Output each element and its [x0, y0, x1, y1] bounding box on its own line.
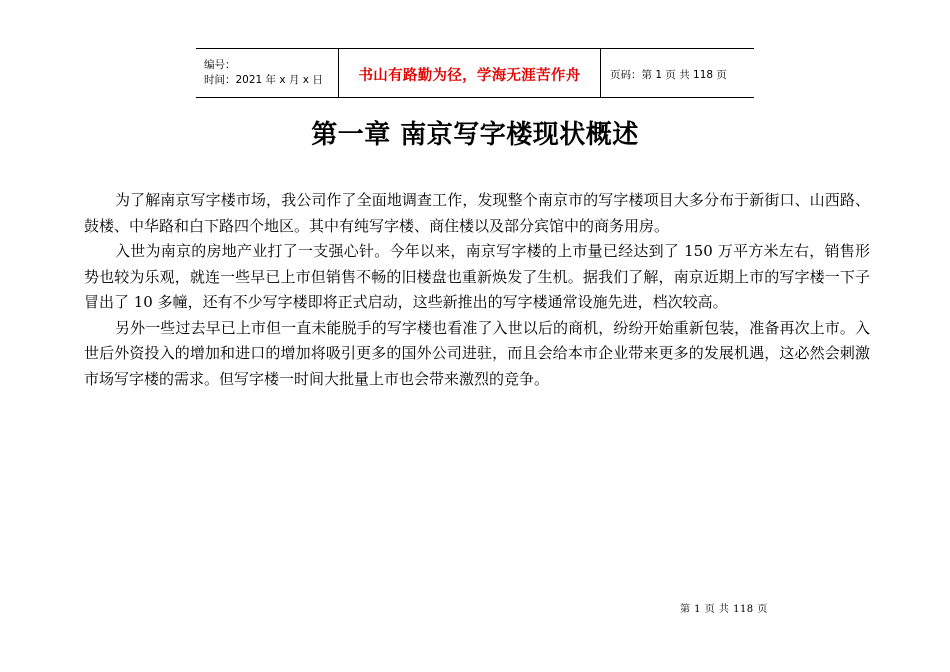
document-header	[196, 48, 754, 98]
header-motto	[339, 49, 601, 97]
header-meta	[196, 49, 339, 97]
time-label: 时间：2021 年 x 月 x 日	[204, 74, 323, 86]
chapter-title: 第一章 南京写字楼现状概述	[311, 120, 639, 150]
motto-text: 书山有路勤为径，学海无涯苦作舟	[358, 67, 581, 84]
header-page-info	[601, 49, 754, 97]
body-text	[84, 188, 870, 392]
number-label: 编号：	[204, 59, 236, 71]
paragraph-3: 另外一些过去早已上市但一直未能脱手的写字楼也看准了入世以后的商机，纷纷开始重新包装，准备再次上市。入世后外资投入的增加和进口的增加将吸引更多的国外公司进驻，而且会给本市企业带来更多的发展机遇，这必然会刺激市场写字楼的需求。但写字楼一时间大批量上市也会带来激烈的竞争。	[84, 318, 870, 388]
page-footer: 第 1 页 共 118 页	[680, 604, 768, 615]
paragraph-2: 入世为南京的房地产业打了一支强心针。今年以来，南京写字楼的上市量已经达到了 150 万平方米左右，销售形势也较为乐观，就连一些早已上市但销售不畅的旧楼盘也重新焕发了生机。据我们了解，南京近期上市的写字楼一下子冒出了 10 多幢，还有不少写字楼即将正式启动，这些新推出的写字楼通常设施先进，档次较高。	[84, 242, 870, 311]
paragraph-1: 为了解南京写字楼市场，我公司作了全面地调查工作，发现整个南京市的写字楼项目大多分布于新街口、山西路、鼓楼、中华路和白下路四个地区。其中有纯写字楼、商住楼以及部分宾馆中的商务用房。	[84, 191, 870, 235]
page-label: 页码：第 1 页 共 118 页	[610, 68, 727, 81]
